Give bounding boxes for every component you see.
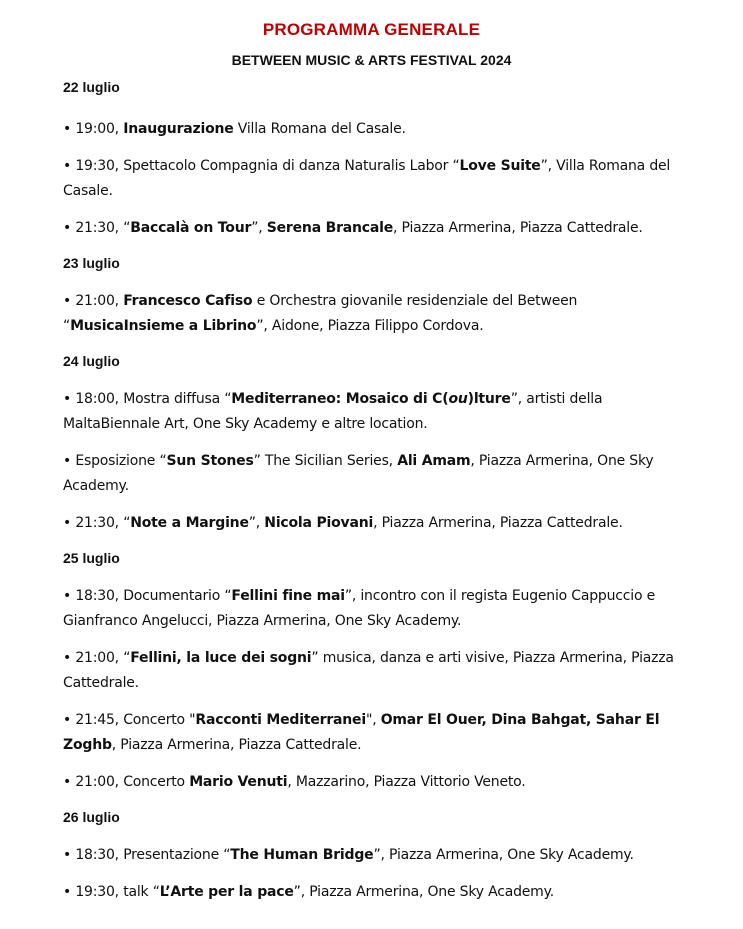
event-pre: Concerto " bbox=[123, 712, 196, 728]
event-details: ”, Piazza Armerina, One Sky Academy. bbox=[293, 884, 554, 900]
event-details: ”, Aidone, Piazza Filippo Cordova. bbox=[256, 318, 484, 334]
event-item bbox=[63, 880, 683, 905]
event-artist: Ali Amam bbox=[397, 453, 471, 469]
event-item bbox=[63, 289, 683, 339]
event-title-a: Mediterraneo: Mosaico di C( bbox=[231, 391, 449, 407]
event-mid: ”, bbox=[248, 515, 265, 531]
event-time: 21:00, bbox=[75, 774, 124, 790]
day-heading: 22 luglio bbox=[63, 79, 120, 95]
event-item bbox=[63, 511, 683, 536]
event-time: 21:30, bbox=[75, 220, 124, 236]
event-item bbox=[63, 449, 683, 499]
bullet: • bbox=[63, 220, 72, 236]
bullet: • bbox=[63, 884, 72, 900]
event-details: ”, artisti della MaltaBiennale Art, One Sky Academy e altre location. bbox=[63, 391, 603, 432]
event-item bbox=[63, 387, 683, 437]
event-title: Fellini, la luce dei sogni bbox=[130, 650, 312, 666]
program-content bbox=[63, 78, 683, 905]
event-pre: “ bbox=[123, 220, 131, 236]
event-pre: Esposizione “ bbox=[75, 453, 167, 469]
event-time: 21:00, bbox=[75, 650, 124, 666]
event-time: 19:30, bbox=[75, 158, 124, 174]
bullet: • bbox=[63, 588, 72, 604]
event-pre: Spettacolo Compagnia di danza Naturalis Labor “ bbox=[123, 158, 460, 174]
event-item bbox=[63, 646, 683, 696]
event-details: Villa Romana del Casale. bbox=[233, 121, 406, 137]
event-pre: Concerto bbox=[123, 774, 190, 790]
event-title: Note a Margine bbox=[130, 515, 249, 531]
event-details: , Piazza Armerina, Piazza Cattedrale. bbox=[393, 220, 643, 236]
day-heading: 23 luglio bbox=[63, 255, 120, 271]
event-pre: Mostra diffusa “ bbox=[123, 391, 232, 407]
bullet: • bbox=[63, 712, 72, 728]
event-title: MusicaInsieme a Librino bbox=[70, 318, 257, 334]
event-time: 18:30, bbox=[75, 588, 124, 604]
event-mid: e Orchestra giovanile residenziale del Between “ bbox=[63, 293, 578, 334]
bullet: • bbox=[63, 158, 72, 174]
event-time: 19:00, bbox=[75, 121, 124, 137]
event-artist: Francesco Cafiso bbox=[123, 293, 253, 309]
event-item bbox=[63, 708, 683, 758]
event-time: 19:30, bbox=[75, 884, 124, 900]
event-time: 21:45, bbox=[75, 712, 124, 728]
event-artist: Nicola Piovani bbox=[264, 515, 374, 531]
event-time: 18:30, bbox=[75, 847, 124, 863]
event-item bbox=[63, 117, 683, 142]
event-title: Baccalà on Tour bbox=[130, 220, 252, 236]
day-heading: 25 luglio bbox=[63, 550, 120, 566]
bullet: • bbox=[63, 847, 72, 863]
event-item bbox=[63, 584, 683, 634]
event-time: 21:30, bbox=[75, 515, 124, 531]
event-pre: Documentario “ bbox=[123, 588, 232, 604]
event-mid: ”, bbox=[251, 220, 267, 236]
bullet: • bbox=[63, 515, 72, 531]
event-details: ”, incontro con il regista Eugenio Cappuccio e Gianfranco Angelucci, Piazza Armerina, One Sky Academy. bbox=[63, 588, 655, 629]
event-mid: ” The Sicilian Series, bbox=[253, 453, 398, 469]
bullet: • bbox=[63, 391, 72, 407]
event-item bbox=[63, 154, 683, 204]
bullet: • bbox=[63, 121, 72, 137]
event-details: ”, Piazza Armerina, One Sky Academy. bbox=[373, 847, 634, 863]
event-time: 21:00, bbox=[75, 293, 124, 309]
document-title: PROGRAMMA GENERALE bbox=[262, 20, 481, 39]
event-artist: Omar El Ouer, Dina Bahgat, Sahar El Zoghb bbox=[63, 712, 660, 753]
event-details: ” musica, danza e arti visive, Piazza Armerina, Piazza Cattedrale. bbox=[63, 650, 674, 691]
event-details: , Piazza Armerina, One Sky Academy. bbox=[63, 453, 654, 494]
bullet: • bbox=[63, 453, 72, 469]
event-pre: “ bbox=[123, 650, 131, 666]
event-item bbox=[63, 216, 683, 241]
event-artist: Mario Venuti bbox=[189, 774, 288, 790]
event-item bbox=[63, 770, 683, 795]
event-details: ”, Villa Romana del Casale. bbox=[63, 158, 671, 199]
event-pre: “ bbox=[123, 515, 131, 531]
event-title: Love Suite bbox=[459, 158, 541, 174]
event-title: The Human Bridge bbox=[230, 847, 374, 863]
bullet: • bbox=[63, 293, 72, 309]
bullet: • bbox=[63, 774, 72, 790]
event-artist: Serena Brancale bbox=[266, 220, 394, 236]
event-details: , Piazza Armerina, Piazza Cattedrale. bbox=[111, 737, 362, 753]
event-title: Fellini fine mai bbox=[231, 588, 345, 604]
event-details: , Piazza Armerina, Piazza Cattedrale. bbox=[373, 515, 623, 531]
event-pre: talk “ bbox=[123, 884, 160, 900]
event-title: Sun Stones bbox=[166, 453, 254, 469]
day-heading: 26 luglio bbox=[63, 809, 120, 825]
event-title: L’Arte per la pace bbox=[159, 884, 294, 900]
event-item bbox=[63, 843, 683, 868]
event-title-b: )lture bbox=[467, 391, 511, 407]
event-pre: Presentazione “ bbox=[123, 847, 231, 863]
day-heading: 24 luglio bbox=[63, 353, 120, 369]
event-title: Racconti Mediterranei bbox=[195, 712, 366, 728]
event-mid: ", bbox=[365, 712, 381, 728]
document-subtitle: BETWEEN MUSIC & ARTS FESTIVAL 2024 bbox=[231, 52, 512, 68]
bullet: • bbox=[63, 650, 72, 666]
event-title: Inaugurazione bbox=[123, 121, 234, 137]
event-title-italic: ou bbox=[448, 391, 468, 407]
event-details: , Mazzarino, Piazza Vittorio Veneto. bbox=[287, 774, 526, 790]
event-time: 18:00, bbox=[75, 391, 124, 407]
